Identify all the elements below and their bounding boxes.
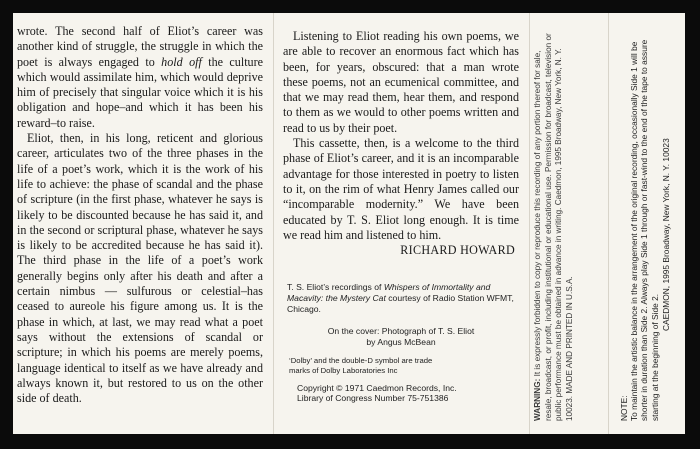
- author-signature: RICHARD HOWARD: [400, 243, 515, 258]
- fold-line: [273, 13, 274, 434]
- essay-column-right: [283, 13, 519, 434]
- recordings-credit: T. S. Eliot’s recordings of Whispers of Immortality and Macavity: the Mystery Cat courtesy of Radio Station WFMT, Chicago.: [287, 282, 514, 314]
- fold-line: [529, 13, 530, 434]
- credits-block: [283, 282, 519, 403]
- essay-paragraph: This cassette, then, is a welcome to the third phase of Eliot’s career, and it is an incomparable advantage for those interested in poetry to listen to it, on the rim of what Henry James called our “incomparable modernity.” We have been educated by T. S. Eliot long enough. It is time we read him and listened to him.: [283, 136, 519, 242]
- essay-paragraph: Listening to Eliot reading his own poems, we are able to recover an enormous fact which has been, for years, obscured: that a man wrote these poems, not an ecumenical committee, and that we may read them, hear them, and respond to them as we would to other poems written and read to us by their poet.: [283, 29, 519, 135]
- essay-column-left: [17, 13, 263, 434]
- copyright-notice: Copyright © 1971 Caedmon Records, Inc. Library of Congress Number 75-751386: [297, 383, 457, 404]
- liner-notes-sheet: [13, 13, 685, 434]
- warning-notice: WARNING: It is expressly forbidden to copy or reproduce this recording of any portion thereof for sale, resale, broadcast, or profit, including institutional or educational use. Permission for broadcast, television or public performance must be obtained in advance in writing. Caedmon, 1995 Broadway, New York, N. Y. 10023. MADE AND PRINTED IN U.S.A.: [533, 33, 574, 421]
- dolby-trademark: ‘Dolby’ and the double-D symbol are trade marks of Dolby Laboratories Inc: [289, 356, 433, 375]
- essay-text: the culture which would assimilate him, which would deprive him of precisely that singular voice which it is his obligation and hope–and which it has been his reward–to raise.: [17, 54, 263, 130]
- fold-line: [608, 13, 609, 434]
- essay-paragraph: [17, 24, 263, 131]
- essay-text: wrote. The second half of Eliot’s career was another kind of struggle, the struggle in which the poet is always engaged to: [17, 24, 263, 69]
- essay-paragraph: Eliot, then, in his long, reticent and glorious career, articulates two of the three phases in the life of a poet’s work, which it is the work of his life to achieve: the phase of scandal and the phase of scripture (in the first phase, whatever he says is likely to be discounted because he has said it, and in the second or scriptural phase, whatever he says is likely to be accredited because he has said it). The third phase in the life of a poet’s work generally begins only after his death and after a certain nimbus — sulfurous or celestial–has ceased to aureole his figure among us. It is the phase in which, at last, we may read what a poet says without the extensions of scandal or scripture; in which his poems are merely poems, language identical to itself as we have already and always known it, but restored to us on the other side of death.: [17, 131, 263, 406]
- cover-credit: On the cover: Photograph of T. S. Eliot by Angus McBean: [327, 326, 475, 347]
- essay-emphasis: hold off: [161, 54, 202, 69]
- publisher-address: CAEDMON, 1995 Broadway, New York, N. Y. 10023: [661, 138, 671, 331]
- playback-note: NOTE: To maintain the artistic balance in the arrangement of the original recording, occasionally Side 1 will be shorter in duration than Side 2. Always play Side 1 through or fast-wind to the end of the tape to assure starting at the beginning of Side 2.: [619, 39, 660, 421]
